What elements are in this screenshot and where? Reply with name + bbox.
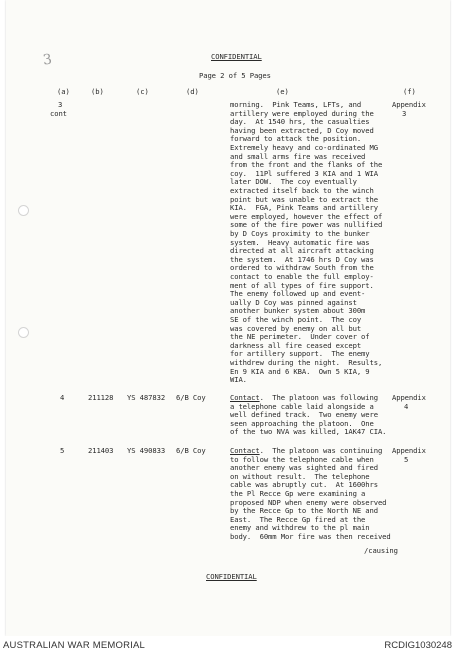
continuation-text: /causing — [364, 546, 398, 555]
narrative-line: KIA. FGA, Pink Teams and artillery — [230, 203, 378, 213]
narrative-line: morning. Pink Teams, LFTs, and — [230, 100, 362, 109]
column-header-e: (e) — [276, 87, 289, 96]
entry-appendix: Appendix — [392, 100, 426, 109]
column-header-d: (d) — [186, 87, 199, 96]
narrative-line: contact to enable the full employ- — [230, 272, 374, 281]
narrative-line: and small arms fire was received — [230, 151, 366, 161]
entry-heading: Contact — [230, 393, 260, 402]
narrative-line: withdrew during the night. Results, — [230, 358, 383, 367]
narrative-line: was covered by enemy on all but — [230, 323, 362, 333]
narrative-line: by D Coys proximity to the bunker — [230, 229, 370, 238]
narrative-line: directed at all aircraft attacking — [230, 246, 374, 256]
narrative-line: East. The Recce Gp fired at the — [230, 514, 366, 524]
narrative-line: ordered to withdraw South from the — [230, 263, 374, 273]
entry-grid-reference: YS 487832 — [127, 393, 166, 402]
narrative-line: another bunker system about 300m — [230, 306, 366, 316]
narrative-line: another enemy was sighted and fired — [230, 463, 378, 473]
document-page — [6, 0, 450, 636]
punch-hole — [18, 205, 29, 216]
entry-time: 211403 — [88, 446, 114, 455]
handwritten-mark: 3 — [41, 51, 53, 69]
archive-name: AUSTRALIAN WAR MEMORIAL — [3, 640, 146, 651]
entry-serial-note: cont — [50, 109, 67, 118]
narrative-line: Contact. The platoon was following — [230, 393, 378, 402]
entry-appendix: Appendix — [392, 446, 426, 455]
punch-hole — [18, 327, 29, 338]
page-info: Page 2 of 5 Pages — [199, 71, 271, 80]
narrative-line: having been extracted, D Coy moved — [230, 125, 374, 135]
narrative-line: SE of the winch point. The coy — [230, 315, 362, 324]
narrative-line: seen approaching the platoon. One — [230, 418, 374, 428]
narrative-line: from the front and the flanks of the — [230, 160, 383, 170]
narrative-line: Contact. The platoon was continuing — [230, 446, 383, 455]
entry-time: 211128 — [88, 393, 114, 402]
column-header-f: (f) — [403, 87, 416, 96]
entry-grid-reference: YS 490833 — [127, 446, 166, 455]
column-header-b: (b) — [91, 87, 104, 96]
narrative-line: forward to attack the position. — [230, 134, 362, 144]
classification-header: CONFIDENTIAL — [211, 52, 262, 61]
entry-serial: 5 — [60, 446, 65, 455]
entry-unit: 6/B Coy — [176, 446, 206, 455]
narrative-line: on without result. The telephone — [230, 471, 370, 481]
narrative-line: The enemy followed up and event- — [230, 289, 366, 299]
column-header-c: (c) — [136, 87, 149, 96]
narrative-line: artillery were employed during the — [230, 108, 374, 118]
entry-unit: 6/B Coy — [176, 393, 206, 402]
entry-heading: Contact — [230, 446, 260, 455]
narrative-line: ually D Coy was pinned against — [230, 297, 357, 307]
narrative-line: a telephone cable laid alongside a — [230, 401, 374, 411]
entry-serial: 4 — [60, 393, 65, 402]
narrative-line: system. Heavy automatic fire was — [230, 237, 370, 247]
narrative-line: body. 60mm Mor fire was then received — [230, 532, 391, 541]
narrative-line: En 9 KIA and 6 KBA. Own 5 KIA, 9 — [230, 366, 370, 376]
narrative-line: proposed NDP when enemy were observed — [230, 497, 387, 507]
column-header-a: (a) — [57, 87, 70, 96]
entry-serial: 3 — [58, 100, 63, 109]
archive-reference: RCDIG1030248 — [384, 640, 452, 651]
narrative-line: Extremely heavy and co-ordinated MG — [230, 143, 378, 152]
narrative-line: extracted itself back to the winch — [230, 186, 374, 195]
narrative-line: WIA. — [230, 375, 247, 385]
entry-appendix-number: 3 — [402, 109, 407, 118]
narrative-line: enemy and withdrew to the pl main — [230, 523, 370, 533]
narrative-line: coy. 11Pl suffered 3 KIA and 1 WIA — [230, 168, 378, 178]
narrative-line: the Pl Recce Gp were examining a — [230, 489, 366, 498]
classification-footer: CONFIDENTIAL — [206, 572, 257, 581]
narrative-line: ment of all types of fire support. — [230, 280, 374, 290]
narrative-line: by the Recce Gp to the North NE and — [230, 506, 378, 516]
narrative-line: cable was abruptly cut. At 1600hrs — [230, 480, 378, 490]
narrative-line: the system. At 1746 hrs D Coy was — [230, 254, 374, 264]
narrative-line: point but was unable to extract the — [230, 194, 378, 204]
entry-appendix: Appendix — [392, 393, 426, 402]
narrative-line: darkness all fire ceased except — [230, 340, 362, 350]
entry-appendix-number: 4 — [404, 402, 409, 411]
narrative-line: the NE perimeter. Under cover of — [230, 332, 370, 342]
narrative-line: some of the fire power was nullified — [230, 220, 383, 230]
entry-appendix-number: 5 — [404, 455, 409, 464]
archive-footer — [0, 636, 456, 654]
narrative-line: were employed, however the effect of — [230, 211, 383, 221]
narrative-line: for artillery support. The enemy — [230, 349, 370, 359]
narrative-line: day. At 1540 hrs, the casualties — [230, 117, 370, 127]
narrative-line: well defined track. Two enemy were — [230, 410, 378, 420]
narrative-line: of the two NVA was killed, 1AK47 CIA. — [230, 427, 387, 437]
narrative-line: later DOW. The coy eventually — [230, 177, 357, 187]
narrative-line: to follow the telephone cable when — [230, 454, 374, 464]
